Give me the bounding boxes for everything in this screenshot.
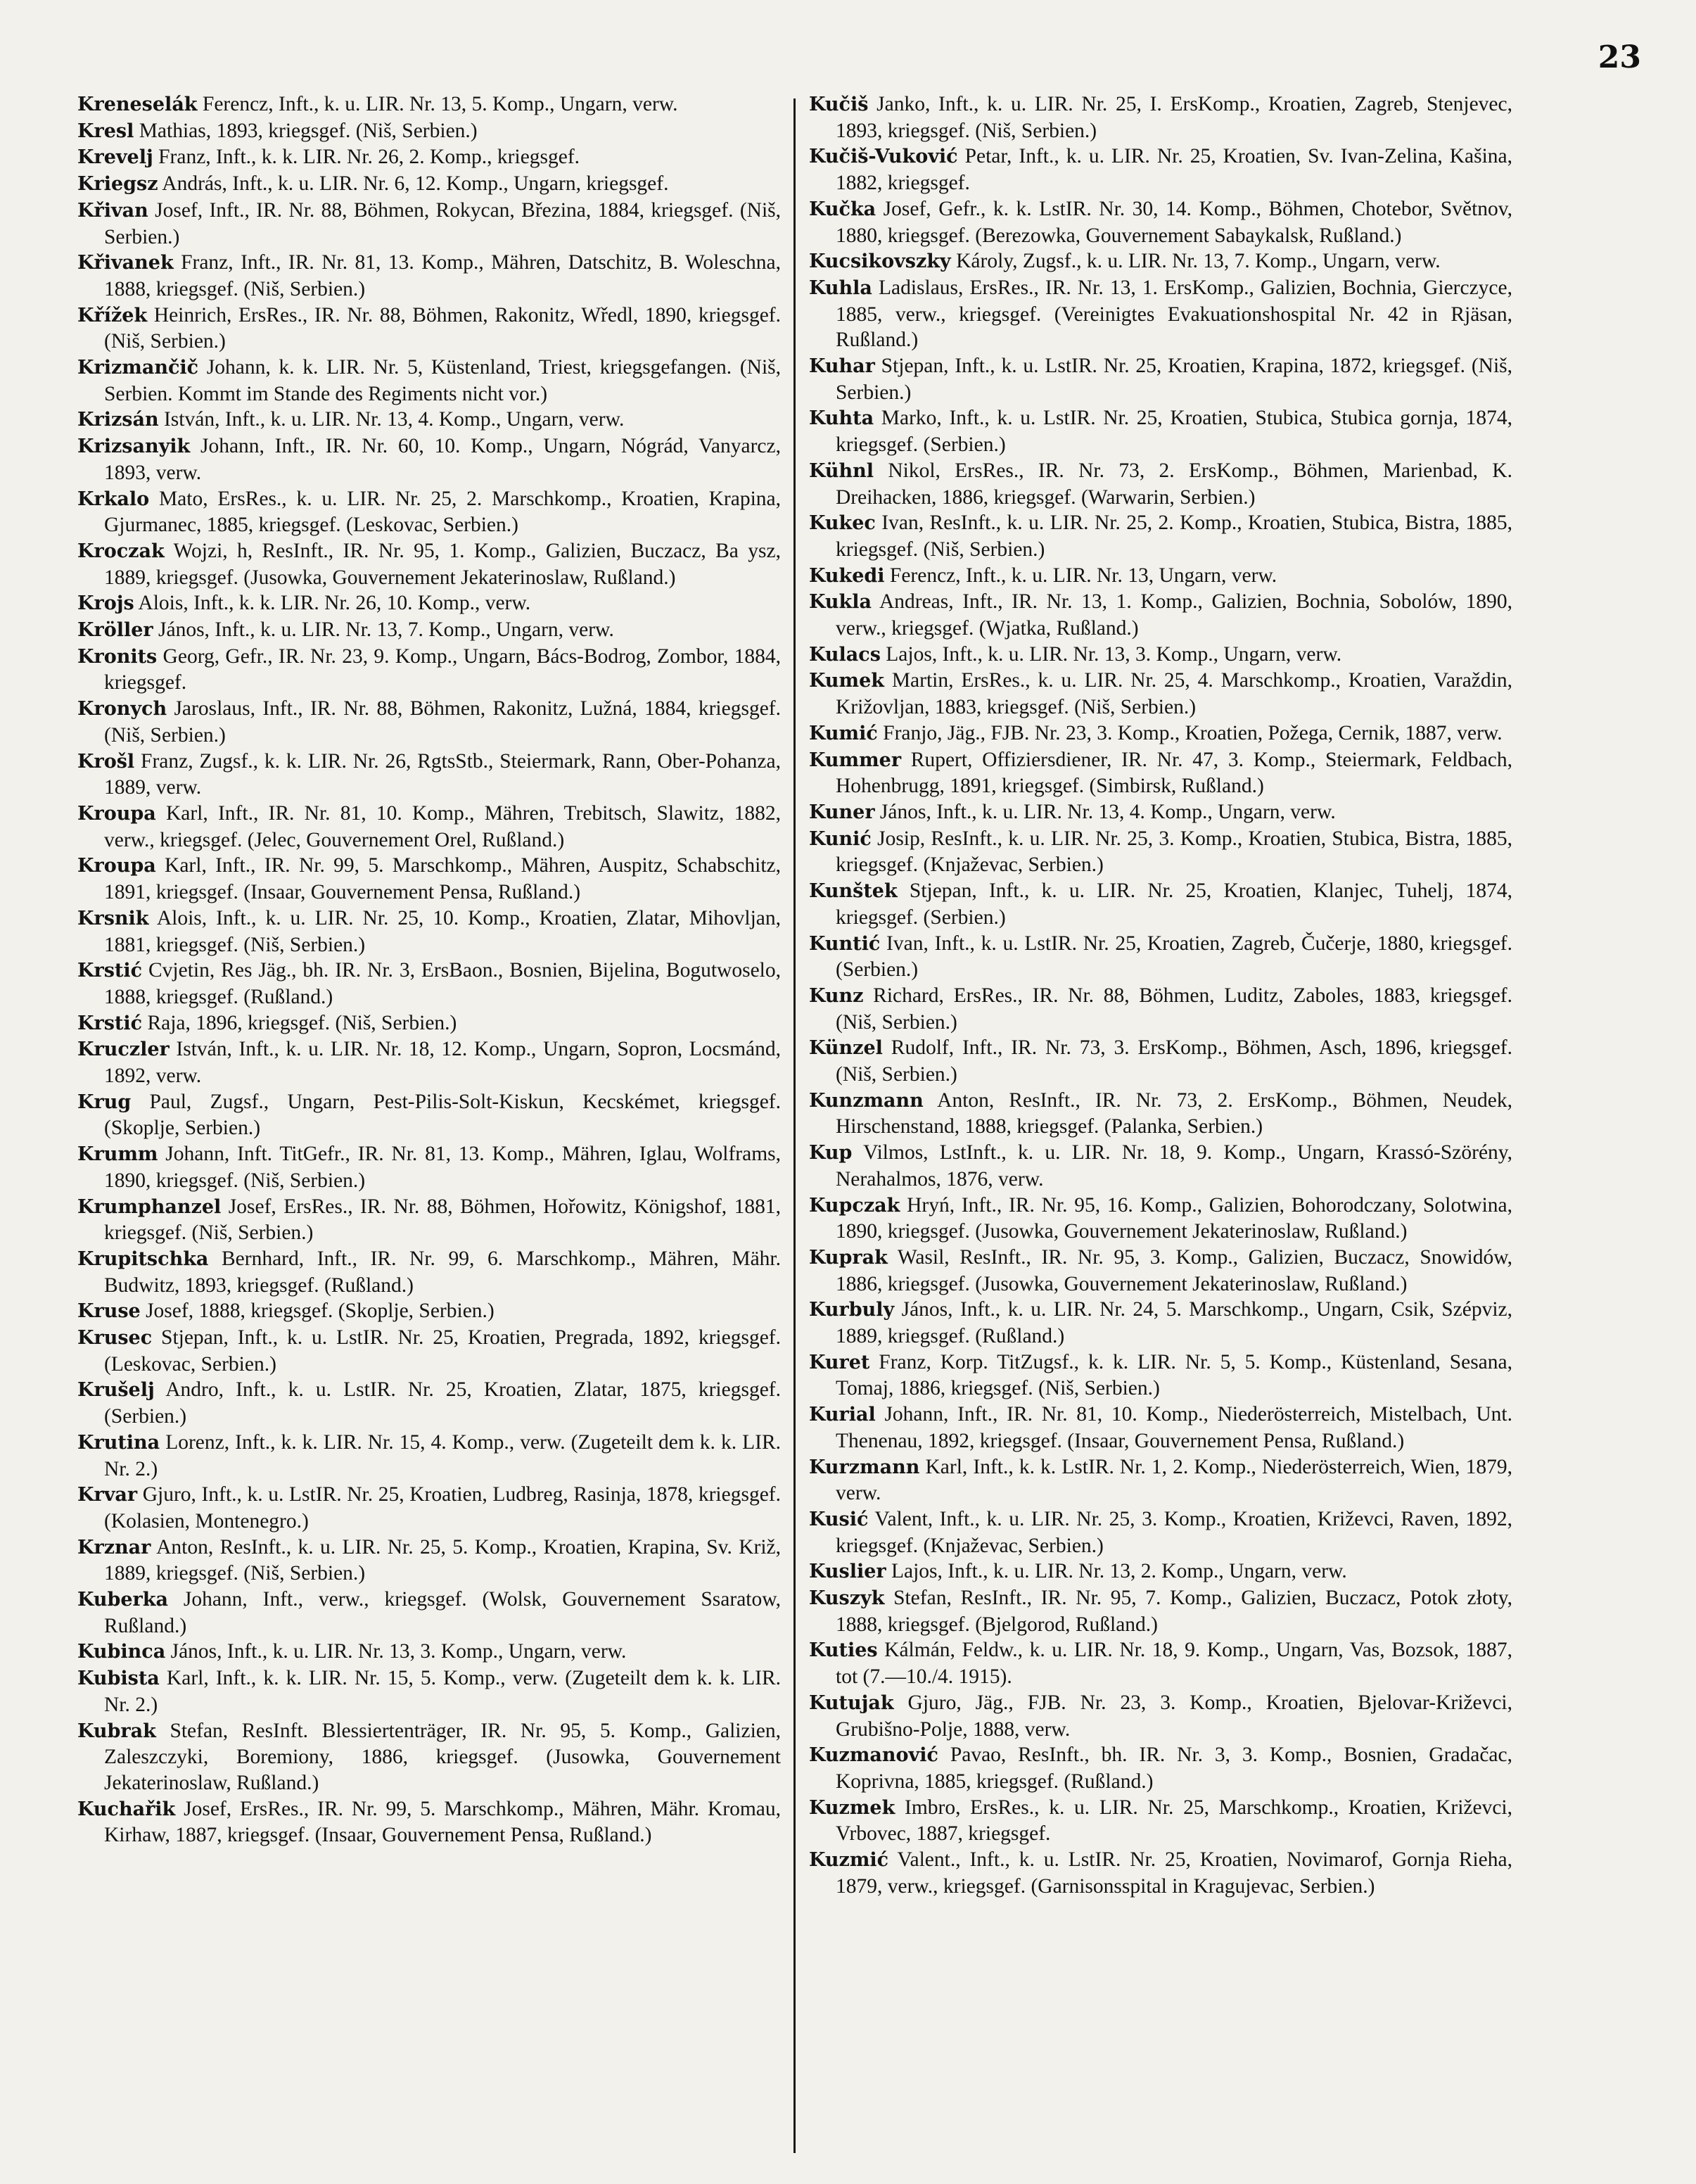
- entry-details: Karl, Inft., k. k. LIR. Nr. 15, 5. Komp., verw. (Zugeteilt dem k. k. LIR. Nr. 2.): [104, 1667, 781, 1716]
- entry-surname: Kukec: [809, 512, 876, 535]
- entry-details: Wojzi, h, ResInft., IR. Nr. 95, 1. Komp., Galizien, Buczacz, Ba ysz, 1889, kriegsgef. (Jusowka, Gouvernement Jekaterinoslaw, Rußland.): [104, 539, 781, 589]
- register-entry: [77, 1298, 781, 1325]
- register-entry: [77, 407, 781, 433]
- register-entry: [77, 1639, 781, 1665]
- register-entry: [77, 1141, 781, 1193]
- register-entry: [809, 1193, 1512, 1245]
- entry-details: János, Inft., k. u. LIR. Nr. 13, 3. Komp., Ungarn, verw.: [165, 1640, 627, 1663]
- register-entry: [77, 486, 781, 538]
- register-entry: [809, 510, 1512, 562]
- register-entry: [809, 405, 1512, 457]
- entry-surname: Krizmančič: [77, 357, 199, 379]
- register-entry: [809, 1847, 1512, 1899]
- entry-details: Imbro, ErsRes., k. u. LIR. Nr. 25, Marschkomp., Kroatien, Križevci, Vrbovec, 1887, kriegsgef.: [836, 1796, 1512, 1846]
- entry-surname: Kronych: [77, 698, 167, 720]
- entry-details: Bernhard, Inft., IR. Nr. 99, 6. Marschkomp., Mähren, Mähr. Budwitz, 1893, kriegsgef. (Rußland.): [104, 1247, 781, 1297]
- register-entry: [77, 198, 781, 250]
- register-entry: [77, 1010, 781, 1037]
- entry-details: Ferencz, Inft., k. u. LIR. Nr. 13, 5. Komp., Ungarn, verw.: [197, 93, 678, 115]
- entry-surname: Kruczler: [77, 1039, 170, 1061]
- register-entry: [809, 1035, 1512, 1087]
- register-entry: [77, 696, 781, 748]
- register-entry: [809, 878, 1512, 930]
- register-entry: [809, 1637, 1512, 1689]
- entry-details: Ladislaus, ErsRes., IR. Nr. 13, 1. ErsKomp., Galizien, Bochnia, Gierczyce, 1885, verw., kriegsgef. (Vereinigtes Evakuationshospital Nr. 42 in Rjäsan, Rußland.): [836, 276, 1512, 352]
- register-entry: [77, 355, 781, 407]
- entry-surname: Kulacs: [809, 643, 881, 666]
- entry-details: Lajos, Inft., k. u. LIR. Nr. 13, 3. Komp., Ungarn, verw.: [880, 642, 1342, 666]
- entry-surname: Kupczak: [809, 1194, 900, 1217]
- entry-details: Stjepan, Inft., k. u. LIR. Nr. 25, Kroatien, Klanjec, Tuhelj, 1874, kriegsgef. (Serbien.): [836, 880, 1512, 929]
- entry-surname: Kukla: [809, 591, 872, 614]
- entry-details: Stjepan, Inft., k. u. LstIR. Nr. 25, Kroatien, Krapina, 1872, kriegsgef. (Niš, Serbien.): [836, 355, 1512, 404]
- register-entry: [809, 668, 1512, 720]
- register-entry: [77, 1246, 781, 1298]
- column-divider: [793, 99, 796, 2153]
- entry-details: Stefan, ResInft. Blessiertenträger, IR. Nr. 95, 5. Komp., Galizien, Zaleszczyki, Boremiony, 1886, kriegsgef. (Jusowka, Gouvernement Jekaterinoslaw, Rußland.): [104, 1719, 781, 1794]
- register-entry: [809, 1140, 1512, 1192]
- entry-surname: Kummer: [809, 749, 902, 771]
- entry-surname: Krkalo: [77, 488, 150, 510]
- entry-details: Josip, ResInft., k. u. LIR. Nr. 25, 3. Komp., Kroatien, Stubica, Bistra, 1885, kriegsgef. (Knjaževac, Serbien.): [836, 827, 1512, 877]
- entry-details: Anton, ResInft., k. u. LIR. Nr. 25, 5. Komp., Kroatien, Krapina, Sv. Križ, 1889, kriegsgef. (Niš, Serbien.): [104, 1535, 781, 1585]
- entry-surname: Kurzmann: [809, 1456, 920, 1478]
- register-entry: [77, 1718, 781, 1796]
- entry-surname: Kuprak: [809, 1246, 888, 1269]
- register-entry: [77, 250, 781, 302]
- register-entry: [77, 1587, 781, 1639]
- register-entry: [809, 1454, 1512, 1506]
- entry-surname: Krumphanzel: [77, 1195, 222, 1218]
- entry-surname: Krznar: [77, 1536, 151, 1558]
- entry-details: Rudolf, Inft., IR. Nr. 73, 3. ErsKomp., Böhmen, Asch, 1896, kriegsgef. (Niš, Serbien.): [836, 1036, 1512, 1086]
- entry-surname: Kubinca: [77, 1641, 166, 1663]
- register-entry: [77, 1796, 781, 1848]
- register-entry: [809, 248, 1512, 275]
- entry-surname: Kunić: [809, 827, 872, 850]
- entry-details: Josef, ErsRes., IR. Nr. 99, 5. Marschkomp., Mähren, Mähr. Kromau, Kirhaw, 1887, kriegsgef. (Insaar, Gouvernement Pensa, Rußland.): [104, 1797, 781, 1847]
- register-entry: [809, 1585, 1512, 1637]
- register-entry: [77, 1089, 781, 1141]
- entry-details: Lorenz, Inft., k. k. LIR. Nr. 15, 4. Komp., verw. (Zugeteilt dem k. k. LIR. Nr. 2.): [104, 1430, 781, 1480]
- entry-surname: Kubrak: [77, 1720, 156, 1742]
- entry-surname: Kuntić: [809, 932, 881, 955]
- entry-details: Alois, Inft., k. k. LIR. Nr. 26, 10. Komp., verw.: [134, 592, 531, 615]
- register-entry: [809, 1297, 1512, 1349]
- entry-surname: Kubista: [77, 1668, 160, 1690]
- register-entry: [77, 1036, 781, 1088]
- entry-surname: Kučiš: [809, 94, 869, 115]
- register-entry: [809, 1690, 1512, 1742]
- entry-details: Karl, Inft., k. k. LstIR. Nr. 1, 2. Komp., Niederösterreich, Wien, 1879, verw.: [836, 1455, 1512, 1505]
- entry-details: Josef, 1888, kriegsgef. (Skoplje, Serbien.): [140, 1300, 495, 1323]
- register-entry: [809, 91, 1512, 144]
- entry-surname: Kup: [809, 1142, 853, 1164]
- register-entry: [809, 353, 1512, 405]
- entry-details: Rupert, Offiziersdiener, IR. Nr. 47, 3. Komp., Steiermark, Feldbach, Hohenbrugg, 1891, kriegsgef. (Simbirsk, Rußland.): [836, 748, 1512, 798]
- entry-details: Károly, Zugsf., k. u. LIR. Nr. 13, 7. Komp., Ungarn, verw.: [950, 250, 1441, 273]
- entry-surname: Kunzmann: [809, 1089, 924, 1112]
- register-entry: [809, 1742, 1512, 1794]
- entry-details: Raja, 1896, kriegsgef. (Niš, Serbien.): [142, 1011, 457, 1034]
- register-entry: [77, 801, 781, 853]
- register-entry: [809, 1088, 1512, 1140]
- entry-surname: Kuzmek: [809, 1796, 895, 1819]
- entry-surname: Kumek: [809, 670, 884, 692]
- entry-surname: Kuzmić: [809, 1849, 889, 1872]
- entry-surname: Kroupa: [77, 802, 156, 825]
- entry-surname: Kresl: [77, 120, 134, 142]
- entry-details: István, Inft., k. u. LIR. Nr. 13, 4. Komp., Ungarn, verw.: [158, 408, 625, 431]
- entry-surname: Kuner: [809, 801, 875, 823]
- register-entry: [77, 1194, 781, 1246]
- entry-surname: Kuret: [809, 1351, 870, 1373]
- entry-surname: Kurbuly: [809, 1299, 895, 1321]
- entry-details: Lajos, Inft., k. u. LIR. Nr. 13, 2. Komp., Ungarn, verw.: [886, 1560, 1347, 1583]
- entry-details: Josef, ErsRes., IR. Nr. 88, Böhmen, Hořowitz, Königshof, 1881, kriegsgef. (Niš, Serbien.): [104, 1195, 781, 1245]
- entry-details: Mato, ErsRes., k. u. LIR. Nr. 25, 2. Marschkomp., Kroatien, Krapina, Gjurmanec, 1885, kriegsgef. (Leskovac, Serbien.): [104, 487, 781, 537]
- entry-details: Karl, Inft., IR. Nr. 81, 10. Komp., Mähren, Trebitsch, Slawitz, 1882, verw., kriegsgef. (Jelec, Gouvernement Orel, Rußland.): [104, 801, 781, 851]
- register-entry: [77, 171, 781, 198]
- register-entry: [809, 196, 1512, 248]
- entry-details: Stjepan, Inft., k. u. LstIR. Nr. 25, Kroatien, Pregrada, 1892, kriegsgef. (Leskovac, Serbien.): [104, 1326, 781, 1376]
- entry-surname: Krošl: [77, 750, 135, 773]
- entry-surname: Kuties: [809, 1639, 878, 1662]
- register-entry: [809, 1350, 1512, 1402]
- register-entry: [77, 1377, 781, 1429]
- entry-details: Richard, ErsRes., IR. Nr. 88, Böhmen, Luditz, Zaboles, 1883, kriegsgef. (Niš, Serbien.): [836, 984, 1512, 1034]
- entry-surname: Kreneselák: [77, 94, 198, 115]
- entry-details: Johann, k. k. LIR. Nr. 5, Küstenland, Triest, kriegsgefangen. (Niš, Serbien. Kommt im Stande des Regiments nicht vor.): [104, 356, 781, 405]
- register-entry: [809, 275, 1512, 353]
- entry-surname: Krvar: [77, 1484, 138, 1506]
- entry-surname: Kusić: [809, 1508, 869, 1530]
- register-entry: [809, 144, 1512, 196]
- register-entry: [809, 458, 1512, 510]
- entry-surname: Krevelj: [77, 146, 153, 169]
- entry-surname: Kukedi: [809, 564, 885, 587]
- entry-details: Franz, Inft., IR. Nr. 81, 13. Komp., Mähren, Datschitz, B. Woleschna, 1888, kriegsgef. (Niš, Serbien.): [104, 251, 781, 300]
- entry-surname: Kronits: [77, 645, 158, 668]
- entry-details: János, Inft., k. u. LIR. Nr. 13, 4. Komp., Ungarn, verw.: [874, 800, 1336, 823]
- entry-details: István, Inft., k. u. LIR. Nr. 18, 12. Komp., Ungarn, Sopron, Locsmánd, 1892, verw.: [104, 1038, 781, 1088]
- entry-details: Anton, ResInft., IR. Nr. 73, 2. ErsKomp., Böhmen, Neudek, Hirschenstand, 1888, kriegsgef. (Palanka, Serbien.): [836, 1088, 1512, 1138]
- entry-surname: Kunz: [809, 984, 864, 1007]
- entry-details: Gjuro, Jäg., FJB. Nr. 23, 3. Komp., Kroatien, Bjelovar-Križevci, Grubišno-Polje, 1888, verw.: [836, 1691, 1512, 1741]
- entry-surname: Krutina: [77, 1431, 160, 1454]
- register-entry: [809, 1245, 1512, 1297]
- entry-surname: Krstić: [77, 1012, 143, 1034]
- register-entry: [809, 642, 1512, 668]
- entry-details: Johann, Inft., IR. Nr. 60, 10. Komp., Ungarn, Nógrád, Vanyarcz, 1893, verw.: [104, 435, 781, 484]
- entry-details: Johann, Inft., verw., kriegsgef. (Wolsk, Gouvernement Ssaratow, Rußland.): [104, 1588, 781, 1637]
- entry-details: Josef, Gefr., k. k. LstIR. Nr. 30, 14. Komp., Böhmen, Chotebor, Světnov, 1880, kriegsgef. (Berezowka, Gouvernement Sabaykalsk, Rußland.): [836, 197, 1512, 247]
- entry-surname: Krumm: [77, 1143, 158, 1166]
- entry-surname: Kuhta: [809, 407, 874, 430]
- entry-surname: Kruse: [77, 1300, 141, 1323]
- entry-details: Jaroslaus, Inft., IR. Nr. 88, Böhmen, Rakonitz, Lužná, 1884, kriegsgef. (Niš, Serbien.): [104, 697, 781, 747]
- entry-details: Josef, Inft., IR. Nr. 88, Böhmen, Rokycan, Březina, 1884, kriegsgef. (Niš, Serbien.): [104, 198, 781, 248]
- entry-surname: Křížek: [77, 304, 148, 326]
- entry-details: Ferencz, Inft., k. u. LIR. Nr. 13, Ungarn, verw.: [884, 564, 1277, 587]
- entry-surname: Kröller: [77, 619, 153, 642]
- register-entry: [77, 906, 781, 958]
- register-entry: [77, 853, 781, 905]
- entry-details: Andro, Inft., k. u. LstIR. Nr. 25, Kroatien, Zlatar, 1875, kriegsgef. (Serbien.): [104, 1378, 781, 1428]
- entry-surname: Krizsanyik: [77, 436, 191, 458]
- entry-details: Vilmos, LstInft., k. u. LIR. Nr. 18, 9. Komp., Ungarn, Krassó-Szörény, Nerahalmos, 1876, verw.: [836, 1141, 1512, 1191]
- entry-surname: Krug: [77, 1091, 132, 1113]
- register-entry: [809, 589, 1512, 641]
- entry-details: János, Inft., k. u. LIR. Nr. 13, 7. Komp., Ungarn, verw.: [153, 618, 614, 642]
- register-entry: [77, 1325, 781, 1377]
- entry-surname: Kroczak: [77, 540, 165, 562]
- entry-details: Andreas, Inft., IR. Nr. 13, 1. Komp., Galizien, Bochnia, Sobolów, 1890, verw., kriegsgef. (Wjatka, Rußland.): [836, 590, 1512, 640]
- register-entry: [809, 563, 1512, 590]
- entry-surname: Kuberka: [77, 1589, 168, 1611]
- entry-details: Martin, ErsRes., k. u. LIR. Nr. 25, 4. Marschkomp., Kroatien, Varaždin, Križovljan, 1883, kriegsgef. (Niš, Serbien.): [836, 669, 1512, 719]
- entry-details: Hryń, Inft., IR. Nr. 95, 16. Komp., Galizien, Bohorodczany, Solotwina, 1890, kriegsgef. (Jusowka, Gouvernement Jekaterinoslaw, Rußland.): [836, 1193, 1512, 1243]
- entry-details: Karl, Inft., IR. Nr. 99, 5. Marschkomp., Mähren, Auspitz, Schabschitz, 1891, kriegsgef. (Insaar, Gouvernement Pensa, Rußland.): [104, 854, 781, 904]
- register-entry: [809, 799, 1512, 826]
- register-entry: [809, 1506, 1512, 1558]
- entry-details: Valent, Inft., k. u. LIR. Nr. 25, 3. Komp., Kroatien, Križevci, Raven, 1892, kriegsgef. (Knjaževac, Serbien.): [836, 1507, 1512, 1557]
- entry-details: Franz, Korp. TitZugsf., k. k. LIR. Nr. 5, 5. Komp., Küstenland, Sesana, Tomaj, 1886, kriegsgef. (Niš, Serbien.): [836, 1350, 1512, 1400]
- register-entry: [809, 983, 1512, 1035]
- entry-details: Alois, Inft., k. u. LIR. Nr. 25, 10. Komp., Kroatien, Zlatar, Mihovljan, 1881, kriegsgef. (Niš, Serbien.): [104, 906, 781, 956]
- entry-surname: Kuchařik: [77, 1798, 176, 1820]
- entry-details: Paul, Zugsf., Ungarn, Pest-Pilis-Solt-Kiskun, Kecskémet, kriegsgef. (Skoplje, Serbien.): [104, 1090, 781, 1140]
- entry-details: Franz, Inft., k. k. LIR. Nr. 26, 2. Komp., kriegsgef.: [153, 146, 580, 169]
- register-entry: [77, 590, 781, 617]
- entry-details: Petar, Inft., k. u. LIR. Nr. 25, Kroatien, Sv. Ivan-Zelina, Kašina, 1882, kriegsgef.: [836, 145, 1512, 195]
- entry-details: András, Inft., k. u. LIR. Nr. 6, 12. Komp., Ungarn, kriegsgef.: [158, 172, 669, 196]
- entry-surname: Kuhla: [809, 277, 872, 299]
- register-entry: [77, 749, 781, 801]
- entry-details: Wasil, ResInft., IR. Nr. 95, 3. Komp., Galizien, Buczacz, Snowidów, 1886, kriegsgef. (Jusowka, Gouvernement Jekaterinoslaw, Rußland.): [836, 1245, 1512, 1295]
- right-column: [809, 91, 1512, 1900]
- entry-surname: Kuslier: [809, 1561, 886, 1583]
- register-entry: [77, 1665, 781, 1718]
- entry-surname: Krušelj: [77, 1379, 155, 1402]
- register-entry: [77, 644, 781, 696]
- entry-surname: Krstić: [77, 960, 143, 982]
- entry-surname: Krojs: [77, 592, 134, 615]
- entry-details: Janko, Inft., k. u. LIR. Nr. 25, I. ErsKomp., Kroatien, Zagreb, Stenjevec, 1893, kriegsgef. (Niš, Serbien.): [836, 93, 1512, 142]
- entry-surname: Krusec: [77, 1327, 153, 1350]
- entry-surname: Krsnik: [77, 907, 149, 929]
- entry-surname: Křivanek: [77, 252, 174, 274]
- entry-surname: Krupitschka: [77, 1247, 209, 1270]
- entry-surname: Kumić: [809, 722, 878, 744]
- register-entry: [809, 1402, 1512, 1454]
- entry-details: Mathias, 1893, kriegsgef. (Niš, Serbien.): [134, 119, 478, 142]
- entry-details: Johann, Inft. TitGefr., IR. Nr. 81, 13. Komp., Mähren, Iglau, Wolframs, 1890, kriegsgef. (Niš, Serbien.): [104, 1143, 781, 1192]
- entry-details: Kálmán, Feldw., k. u. LIR. Nr. 18, 9. Komp., Ungarn, Vas, Bozsok, 1887, tot (7.—10./4. 1915).: [836, 1639, 1512, 1689]
- entry-surname: Kučka: [809, 198, 876, 220]
- left-column: [77, 91, 781, 1848]
- register-entry: [77, 1535, 781, 1587]
- register-entry: [809, 931, 1512, 983]
- register-entry: [809, 1795, 1512, 1847]
- entry-surname: Kutujak: [809, 1691, 894, 1714]
- register-entry: [809, 1558, 1512, 1585]
- register-entry: [77, 1482, 781, 1534]
- entry-details: János, Inft., k. u. LIR. Nr. 24, 5. Marschkomp., Ungarn, Csik, Szépviz, 1889, kriegsgef. (Rußland.): [836, 1298, 1512, 1348]
- entry-surname: Künzel: [809, 1037, 883, 1060]
- register-entry: [77, 538, 781, 590]
- register-entry: [77, 91, 781, 118]
- entry-surname: Krizsán: [77, 409, 159, 431]
- entry-details: Franjo, Jäg., FJB. Nr. 23, 3. Komp., Kroatien, Požega, Cernik, 1887, verw.: [877, 721, 1503, 744]
- register-entry: [77, 144, 781, 171]
- register-entry: [77, 118, 781, 145]
- entry-details: Ivan, Inft., k. u. LstIR. Nr. 25, Kroatien, Zagreb, Čučerje, 1880, kriegsgef. (Serbien.): [836, 932, 1512, 982]
- entry-surname: Kurial: [809, 1404, 876, 1426]
- entry-surname: Kroupa: [77, 855, 156, 877]
- register-entry: [809, 826, 1512, 878]
- register-entry: [77, 1430, 781, 1482]
- entry-surname: Kučiš-Vuković: [809, 146, 958, 168]
- entry-details: Valent., Inft., k. u. LstIR. Nr. 25, Kroatien, Novimarof, Gornja Rieha, 1879, verw., kriegsgef. (Garnisonsspital in Kragujevac, Serbien.): [836, 1848, 1512, 1898]
- entry-details: Marko, Inft., k. u. LstIR. Nr. 25, Kroatien, Stubica, Stubica gornja, 1874, kriegsgef. (Serbien.): [836, 407, 1512, 457]
- entry-surname: Kunštek: [809, 880, 898, 903]
- register-entry: [809, 720, 1512, 747]
- entry-surname: Křivan: [77, 199, 148, 222]
- entry-details: Georg, Gefr., IR. Nr. 23, 9. Komp., Ungarn, Bács-Bodrog, Zombor, 1884, kriegsgef.: [104, 645, 781, 694]
- register-entry: [77, 303, 781, 355]
- entry-surname: Kriegsz: [77, 173, 158, 196]
- register-entry: [809, 747, 1512, 799]
- entry-surname: Kühnl: [809, 459, 874, 482]
- entry-details: Nikol, ErsRes., IR. Nr. 73, 2. ErsKomp., Böhmen, Marienbad, K. Dreihacken, 1886, kriegsgef. (Warwarin, Serbien.): [836, 459, 1512, 509]
- entry-surname: Kuhar: [809, 355, 875, 378]
- page-number: 23: [1598, 39, 1641, 75]
- entry-details: Franz, Zugsf., k. k. LIR. Nr. 26, RgtsStb., Steiermark, Rann, Ober-Pohanza, 1889, verw.: [104, 749, 781, 799]
- entry-details: Johann, Inft., IR. Nr. 81, 10. Komp., Niederösterreich, Mistelbach, Unt. Thenenau, 1892, kriegsgef. (Insaar, Gouvernement Pensa, Rußland.): [836, 1403, 1512, 1452]
- entry-details: Pavao, ResInft., bh. IR. Nr. 3, 3. Komp., Bosnien, Gradačac, Koprivna, 1885, kriegsgef. (Rußland.): [836, 1744, 1512, 1793]
- register-entry: [77, 617, 781, 644]
- entry-details: Cvjetin, Res Jäg., bh. IR. Nr. 3, ErsBaon., Bosnien, Bijelina, Bogutwoselo, 1888, kriegsgef. (Rußland.): [104, 959, 781, 1008]
- entry-surname: Kucsikovszky: [809, 250, 951, 273]
- entry-details: Heinrich, ErsRes., IR. Nr. 88, Böhmen, Rakonitz, Wředl, 1890, kriegsgef. (Niš, Serbien.): [104, 303, 781, 353]
- entry-details: Ivan, ResInft., k. u. LIR. Nr. 25, 2. Komp., Kroatien, Stubica, Bistra, 1885, kriegsgef. (Niš, Serbien.): [836, 512, 1512, 561]
- entry-details: Stefan, ResInft., IR. Nr. 95, 7. Komp., Galizien, Buczacz, Potok złoty, 1888, kriegsgef. (Bjelgorod, Rußland.): [836, 1587, 1512, 1636]
- register-entry: [77, 433, 781, 485]
- entry-surname: Kuszyk: [809, 1587, 885, 1610]
- register-entry: [77, 958, 781, 1010]
- entry-details: Gjuro, Inft., k. u. LstIR. Nr. 25, Kroatien, Ludbreg, Rasinja, 1878, kriegsgef. (Kolasien, Montenegro.): [104, 1483, 781, 1532]
- entry-surname: Kuzmanović: [809, 1744, 938, 1767]
